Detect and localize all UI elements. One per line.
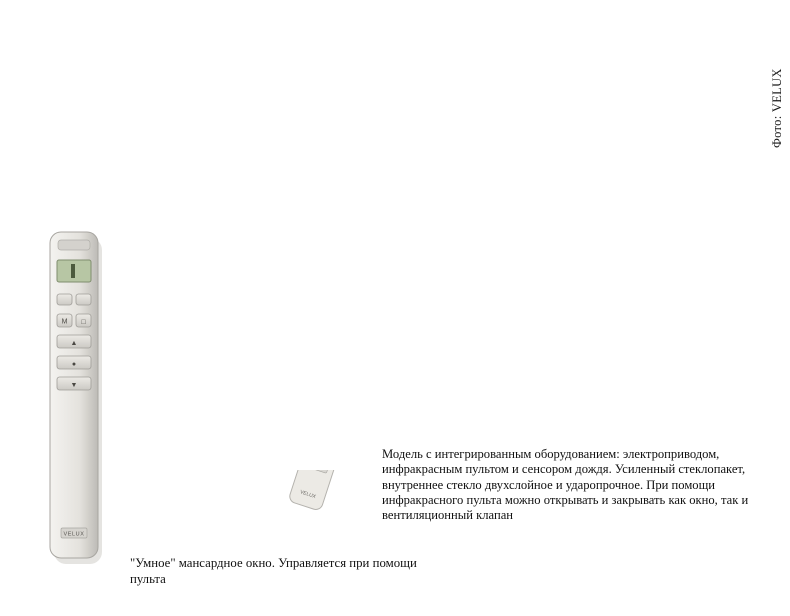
remote-illustration	[48, 228, 108, 568]
svg-text:VELUX: VELUX	[63, 531, 85, 538]
remote-button-1	[57, 294, 72, 305]
remote-button-2	[76, 294, 91, 305]
caption-bottom: "Умное" мансардное окно. Управляется при помощи пульта	[130, 556, 417, 586]
caption-right: Модель с интегрированным оборудованием: электроприводом, инфракрасным пультом и сенсором дождя. Усиленный стеклопакет, внутреннее стекло двухслойное и ударопрочное. При помощи инфракрасного пульта можно открывать и закрывать как окно, так и вентиляционный клапан	[382, 447, 749, 523]
svg-text:M: M	[61, 318, 68, 326]
svg-text:VELUX: VELUX	[299, 489, 317, 501]
velux-remote-control[interactable]	[48, 228, 108, 568]
svg-text:▼: ▼	[70, 382, 78, 389]
photo-background	[140, 0, 750, 470]
svg-text:●: ●	[71, 361, 77, 368]
photo-credit: Фото: VELUX	[770, 68, 784, 148]
svg-text:□: □	[81, 319, 86, 326]
svg-text:▲: ▲	[70, 340, 78, 347]
